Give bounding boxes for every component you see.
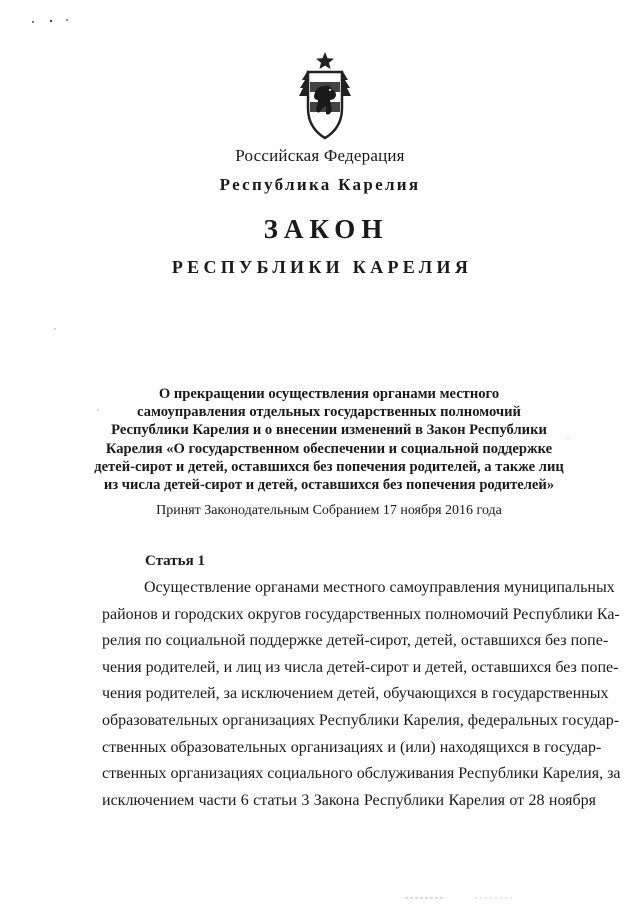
coat-of-arms-icon (296, 50, 354, 142)
article-line: ственных образовательных организациях и (или) находящихся в государ- (102, 738, 602, 756)
article-line: исключением части 6 статьи 3 Закона Республики Карелия от 28 ноября (102, 791, 596, 809)
article-line: Осуществление органами местного самоуправления муниципальных (144, 579, 615, 596)
law-title-line: Карелия «О государственном обеспечении и социальной поддержке (105, 440, 553, 457)
document-issuer: РЕСПУБЛИКИ КАРЕЛИЯ (171, 257, 473, 277)
law-title-line: из числа детей-сирот и детей, оставшихся без попечения родителей» (103, 477, 555, 494)
article-heading: Статья 1 (145, 553, 205, 569)
law-title-line: О прекращении осуществления органами местного (158, 386, 500, 402)
adoption-note: Принят Законодательным Собранием 17 ноября 2016 года (156, 503, 502, 518)
country-name: Российская Федерация (235, 146, 405, 165)
article-line: ственных организациях социального обслуживания Республики Карелия, за (102, 765, 621, 783)
article-line: релия по социальной поддержке детей-сирот, детей, оставшихся без попе- (102, 632, 609, 650)
law-title-line: Республики Карелия и о внесении изменений в Закон Республики (111, 422, 547, 439)
law-title-line: детей-сирот и детей, оставшихся без попечения родителей, а также лиц (94, 458, 564, 475)
article-line: чения родителей, за исключением детей, обучающихся в государственных (102, 685, 609, 703)
article-line: районов и городских округов государственных полномочий Республики Ка- (102, 605, 620, 623)
article-line: чения родителей, и лиц из числа детей-сирот и детей, оставшихся без попе- (102, 658, 619, 676)
law-title-line: самоуправления отдельных государственных полномочий (137, 404, 521, 421)
document-type: ЗАКОН (263, 214, 389, 244)
law-title (92, 385, 566, 494)
article-body (102, 575, 621, 814)
article-line: образовательных организациях Республики Карелия, федеральных государ- (102, 711, 620, 729)
republic-name: Республика Карелия (219, 175, 421, 194)
scan-bottom-marks (405, 895, 525, 901)
